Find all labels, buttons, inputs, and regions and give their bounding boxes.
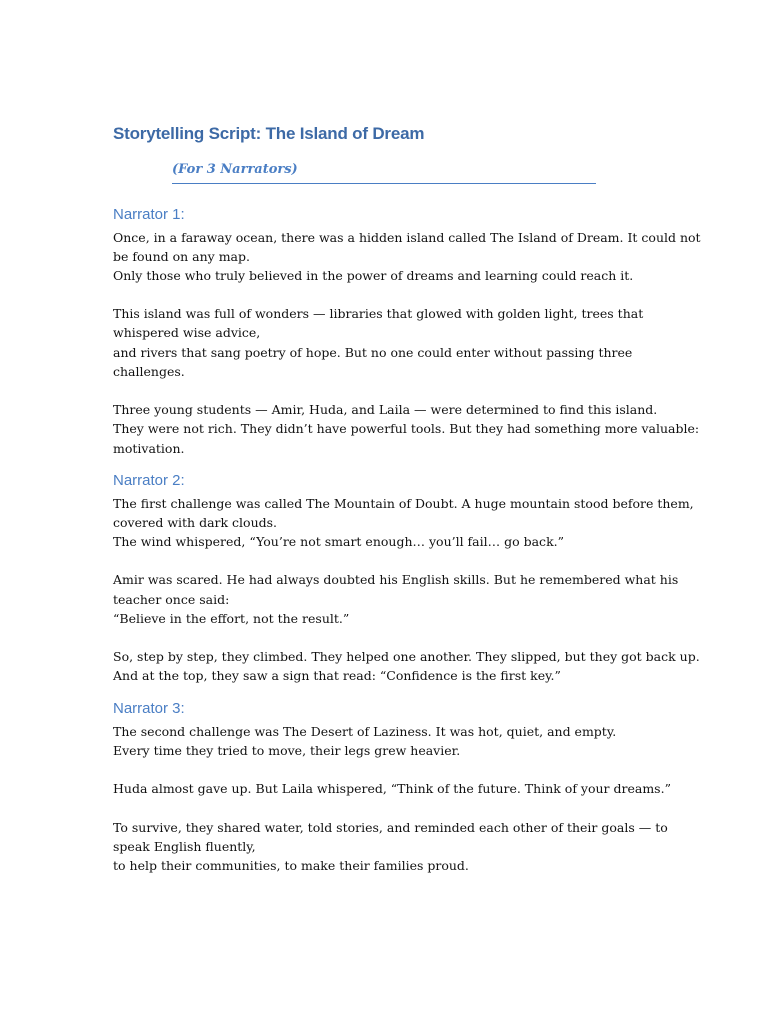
paragraph-line: challenges. <box>113 364 185 379</box>
paragraph-line: “Believe in the effort, not the result.” <box>113 611 350 626</box>
paragraph-line: Only those who truly believed in the power of dreams and learning could reach it. <box>113 268 634 283</box>
paragraph-line: Once, in a faraway ocean, there was a hidden island called The Island of Dream. It could not <box>113 230 701 245</box>
paragraph-line: be found on any map. <box>113 249 250 264</box>
paragraph-line: The first challenge was called The Mountain of Doubt. A huge mountain stood before them, <box>113 496 694 511</box>
paragraph-line: teacher once said: <box>113 592 230 607</box>
paragraph-line: The second challenge was The Desert of Laziness. It was hot, quiet, and empty. <box>113 724 617 739</box>
paragraph-line: They were not rich. They didn’t have powerful tools. But they had something more valuable: <box>113 421 700 436</box>
paragraph-line: speak English fluently, <box>113 839 256 854</box>
paragraph-line: Three young students — Amir, Huda, and Laila — were determined to find this island. <box>113 402 658 417</box>
paragraph-line: and rivers that sang poetry of hope. But no one could enter without passing three <box>113 345 633 360</box>
paragraph-line: whispered wise advice, <box>113 325 261 340</box>
paragraph-line: And at the top, they saw a sign that read: “Confidence is the first key.” <box>113 668 561 683</box>
paragraph-line: So, step by step, they climbed. They helped one another. They slipped, but they got back up. <box>113 649 700 664</box>
paragraph-line: motivation. <box>113 441 185 456</box>
paragraph-line: Every time they tried to move, their legs grew heavier. <box>113 743 461 758</box>
section-heading-narrator-2: Narrator 2: <box>113 472 185 489</box>
paragraph-line: The wind whispered, “You’re not smart enough… you’ll fail… go back.” <box>113 534 565 549</box>
paragraph-line: Huda almost gave up. But Laila whispered, “Think of the future. Think of your dreams.” <box>113 781 671 796</box>
subtitle-underline <box>172 183 596 184</box>
paragraph-line: to help their communities, to make their families proud. <box>113 858 469 873</box>
section-heading-narrator-1: Narrator 1: <box>113 206 185 223</box>
paragraph-line: To survive, they shared water, told stories, and reminded each other of their goals — to <box>113 820 668 835</box>
paragraph-line: covered with dark clouds. <box>113 515 278 530</box>
document-subtitle: (For 3 Narrators) <box>172 162 298 177</box>
section-heading-narrator-3: Narrator 3: <box>113 700 185 717</box>
document-title: Storytelling Script: The Island of Dream <box>113 124 425 143</box>
paragraph-line: Amir was scared. He had always doubted his English skills. But he remembered what his <box>113 572 679 587</box>
paragraph-line: This island was full of wonders — libraries that glowed with golden light, trees that <box>113 306 644 321</box>
